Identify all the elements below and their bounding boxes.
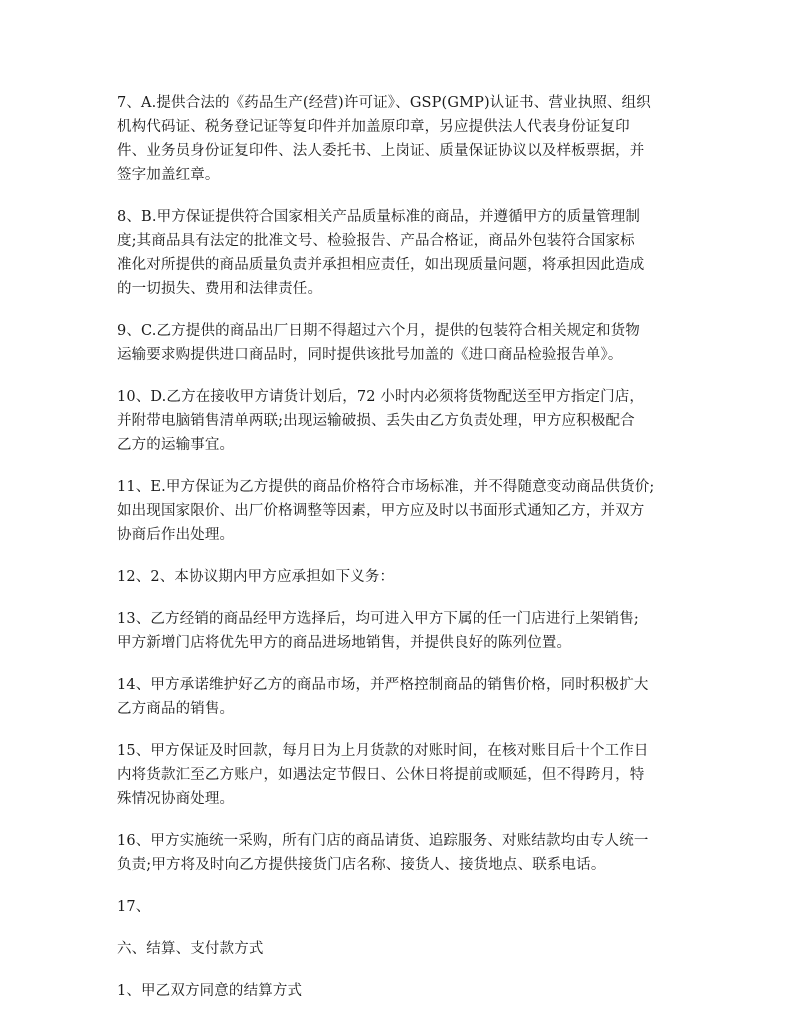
document-body <box>117 91 689 1021</box>
paragraph-11: 11、E.甲方保证为乙方提供的商品价格符合市场标准，并不得随意变动商品供货价; 如出现国家限价、出厂价格调整等因素，甲方应及时以书面形式通知乙方，并双方 协商后作出处理。 <box>117 479 655 543</box>
section-heading-settlement: 六、结算、支付款方式 <box>117 941 264 957</box>
paragraph-14: 14、甲方承诺维护好乙方的商品市场，并严格控制商品的销售价格，同时积极扩大 乙方商品的销售。 <box>117 677 649 717</box>
paragraph-8: 8、B.甲方保证提供符合国家相关产品质量标准的商品，并遵循甲方的质量管理制 度;其商品具有法定的批准文号、检验报告、产品合格证，商品外包装符合国家标 准化对所提供的商品质量负责并承担相应责任，如出现质量问题，将承担因此造成 的一切损失、费用和法律责任。 <box>117 209 645 297</box>
paragraph-10: 10、D.乙方在接收甲方请货计划后，72 小时内必须将货物配送至甲方指定门店， 并附带电脑销售清单两联;出现运输破损、丢失由乙方负责处理，甲方应积极配合 乙方的运输事宜。 <box>117 389 645 453</box>
paragraph-13: 13、乙方经销的商品经甲方选择后，均可进入甲方下属的任一门店进行上架销售; 甲方新增门店将优先甲方的商品进场地销售，并提供良好的陈列位置。 <box>117 611 639 651</box>
paragraph-12: 12、2、本协议期内甲方应承担如下义务： <box>117 569 395 585</box>
paragraph-16: 16、甲方实施统一采购，所有门店的商品请货、追踪服务、对账结款均由专人统一 负责;甲方将及时向乙方提供接货门店名称、接货人、接货地点、联系电话。 <box>117 833 649 873</box>
paragraph-9: 9、C.乙方提供的商品出厂日期不得超过六个月，提供的包装符合相关规定和货物 运输要求购提供进口商品时，同时提供该批号加盖的《进口商品检验报告单》。 <box>117 323 640 363</box>
paragraph-7: 7、A.提供合法的《药品生产(经营)许可证》、GSP(GMP)认证书、营业执照、组织 机构代码证、税务登记证等复印件并加盖原印章，另应提供法人代表身份证复印 件、业务员身份证复印件、法人委托书、上岗证、质量保证协议以及样板票据，并 签字加盖红章。 <box>117 95 651 183</box>
paragraph-settlement-1: 1、甲乙双方同意的结算方式 <box>117 983 303 999</box>
paragraph-17: 17、 <box>117 899 151 915</box>
paragraph-15: 15、甲方保证及时回款，每月日为上月货款的对账时间，在核对账目后十个工作日 内将货款汇至乙方账户，如遇法定节假日、公休日将提前或顺延，但不得跨月，特 殊情况协商处理。 <box>117 743 649 807</box>
